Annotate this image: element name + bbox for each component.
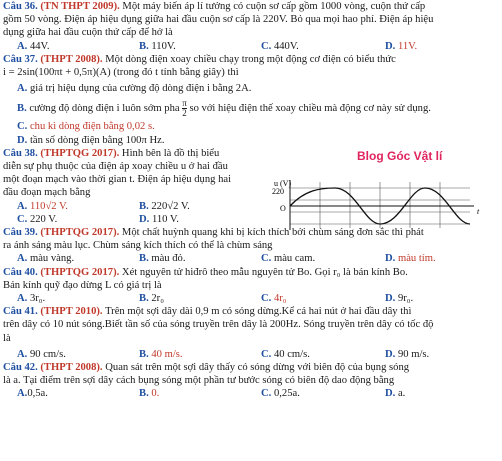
question-text: Trên một sợi dây dài 0,9 m có sóng dừng.Kể cả hai nút ở hai đầu dây thì: [105, 306, 412, 318]
option-a: A. giá trị hiệu dụng của cường độ dòng điện i bằng 2A.: [17, 83, 252, 95]
option-d: D. a.: [385, 388, 406, 400]
option-a: A. 3r₀.: [17, 293, 46, 305]
option-c: C. 4r₀: [261, 293, 287, 305]
question-text: đầu đoạn mạch bằng: [3, 187, 91, 199]
x-axis-label: t: [477, 207, 480, 216]
option-b: B. cường độ dòng điện i luôn sớm pha $\frac{\pi}{2}$ so với hiệu điện thế xoay chiều mà động cơ này sử dụng.: [17, 98, 431, 119]
option-a: A. 44V.: [17, 40, 50, 52]
question-37: [3, 53, 499, 147]
question-source: (THPT 2008).: [40, 53, 103, 65]
option-c: C. 40 cm/s.: [261, 348, 310, 360]
option-b: B. 110V.: [139, 40, 176, 52]
option-d: D. 90 m/s.: [385, 348, 430, 360]
question-source: (THPTQG 2017).: [40, 147, 120, 159]
question-number: Câu 36.: [3, 1, 38, 12]
question-source: (THPTQG 2017).: [40, 266, 120, 278]
option-d: D. 9r₀.: [385, 293, 414, 305]
option-b: B. 40 m/s.: [139, 348, 183, 360]
question-text: Một dòng điện xoay chiều chạy trong một động cơ điện có biểu thức: [105, 53, 396, 65]
option-a: A. 90 cm/s.: [17, 348, 66, 360]
answer-options: [3, 292, 499, 305]
question-number: Câu 41.: [3, 306, 38, 318]
question-text: gồm 50 vòng. Điện áp hiệu dụng giữa hai đầu cuộn sơ cấp là 220V. Bỏ qua mọi hao phí. Điện áp hiệu: [3, 14, 434, 26]
y-tick-label: 220: [272, 187, 284, 196]
question-text: diễn sự phụ thuộc của điện áp xoay chiều u ở hai đầu: [3, 161, 228, 173]
blog-watermark: Blog Góc Vật lí: [357, 149, 443, 163]
answer-options: [3, 252, 499, 265]
question-source: (THPT 2008).: [40, 362, 103, 374]
question-41: [3, 305, 499, 361]
option-c: C. màu cam.: [261, 253, 316, 265]
question-number: Câu 38.: [3, 147, 38, 159]
question-text: Bán kính quỹ đạo dừng L có giá trị là: [3, 279, 162, 291]
question-text: Hình bên là đồ thị biểu: [121, 147, 220, 159]
question-text: một đoạn mạch vào thời gian t. Điện áp hiệu dụng hai: [3, 174, 232, 186]
option-a: A. 110√2 V.: [17, 200, 68, 212]
question-text: là: [3, 332, 11, 344]
voltage-time-graph: [260, 178, 488, 232]
question-40: [3, 266, 499, 306]
question-42: [3, 361, 499, 401]
answer-options: [3, 348, 499, 361]
origin-label: O: [280, 204, 286, 213]
option-c: C. chu kì dòng điện bằng 0,02 s.: [17, 121, 155, 133]
question-number: Câu 37.: [3, 53, 38, 65]
option-d: D. 110 V.: [139, 213, 179, 225]
question-text: ra ánh sáng màu lục. Chùm sáng kích thích có thể là chùm sáng: [3, 240, 273, 252]
option-a: A.0,5a.: [17, 388, 48, 400]
question-text: i = 2sin(100πt + 0,5π)(A) (trong đó t tính bằng giây) thì: [3, 67, 239, 79]
question-36: [3, 0, 499, 53]
question-number: Câu 39.: [3, 227, 38, 239]
answer-options: [3, 387, 499, 400]
question-number: Câu 40.: [3, 266, 38, 278]
question-text: Một chất huỳnh quang khi bị kích thích bởi chùm sáng đơn sắc thì phát: [121, 227, 424, 239]
question-source: (TN THPT 2009).: [40, 1, 120, 12]
option-b: B. màu đỏ.: [139, 253, 186, 265]
question-number: Câu 42.: [3, 362, 38, 374]
option-b: B. 2r₀: [139, 293, 164, 305]
option-b: B. 0.: [139, 388, 160, 400]
option-c: C. 440V.: [261, 40, 299, 52]
graph-grid: [290, 182, 470, 228]
question-text: Xét nguyên tử hiđrô theo mẫu nguyên tử Bo. Gọi r₀ là bán kính Bo.: [121, 266, 408, 278]
question-text: trên dây có 10 nút sóng.Biết tần số của sóng truyền trên dây là 200Hz. Sóng truyền trên dây có tốc độ: [3, 319, 434, 331]
fraction-pi-over-2: $\frac{\pi}{2}$: [182, 98, 187, 119]
question-text: Một máy biến áp lí tưởng có cuộn sơ cấp gồm 1000 vòng, cuộn thứ cấp: [122, 1, 426, 12]
question-text: Quan sát trên một sợi dây thấy có sóng dừng với biên độ của bụng sóng: [105, 362, 410, 374]
option-d: D. 11V.: [385, 40, 418, 52]
question-text: dụng giữa hai đầu cuộn thứ cấp để hở là: [3, 27, 173, 39]
question-text: là a. Tại điểm trên sợi dây cách bụng sóng một phần tư bước sóng có biên độ dao động bằng: [3, 375, 395, 387]
question-source: (THPTQG 2017).: [40, 227, 120, 239]
option-a: A. màu vàng.: [17, 253, 75, 265]
answer-options: [3, 40, 499, 53]
question-source: (THPT 2010).: [40, 306, 103, 318]
option-c: C. 220 V.: [17, 213, 58, 225]
option-c: C. 0,25a.: [261, 388, 300, 400]
option-b: B. 220√2 V.: [139, 200, 190, 212]
y-axis-label: u (V): [274, 179, 292, 188]
option-d: D. tần số dòng điện bằng 100π Hz.: [17, 134, 165, 146]
option-d: D. màu tím.: [385, 253, 436, 265]
